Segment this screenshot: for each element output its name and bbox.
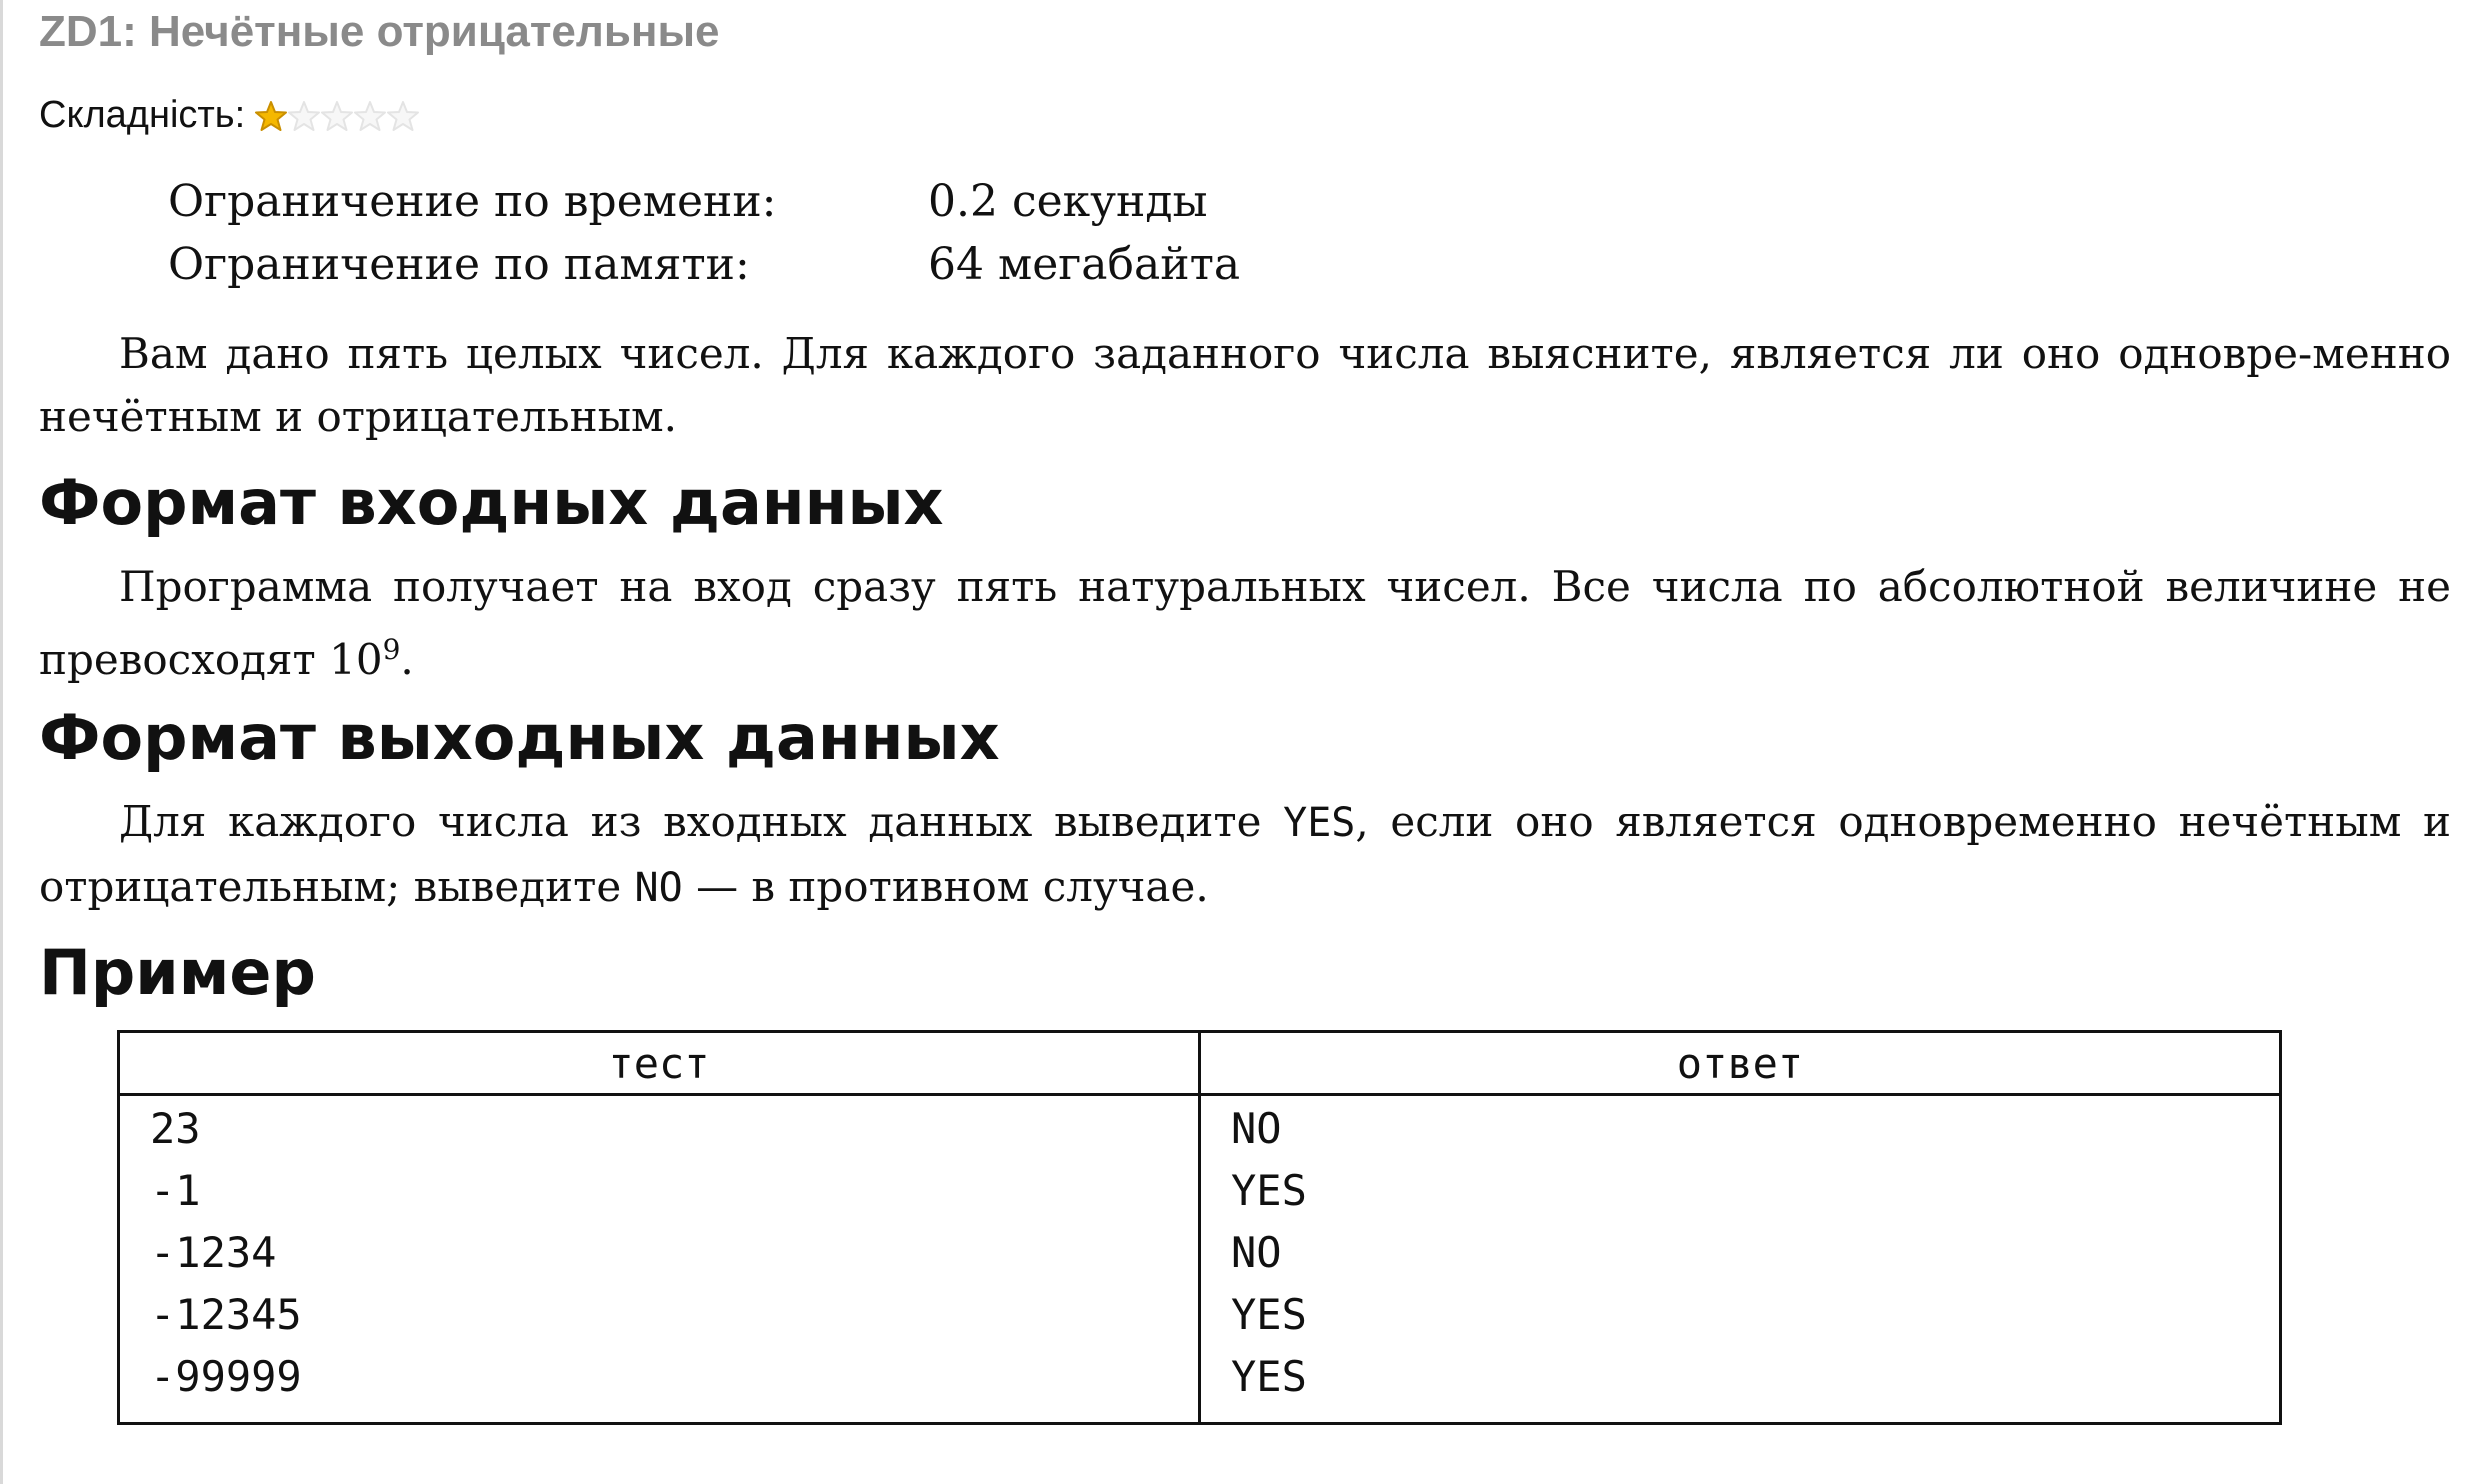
memory-limit-value: 64 мегабайта — [928, 239, 1241, 290]
limits-block — [168, 170, 1240, 296]
answer-line: YES — [1231, 1166, 1307, 1215]
output-format-heading: Формат выходных данных — [39, 701, 1000, 774]
answer-line: NO — [1231, 1228, 1282, 1277]
answer-line: YES — [1231, 1352, 1307, 1401]
output-text-part-3: — в противном случае. — [682, 862, 1209, 911]
output-text-part-1: Для каждого числа из входных данных выведите — [119, 797, 1284, 846]
star-filled-icon — [255, 99, 287, 131]
power-exponent: 9 — [382, 633, 401, 666]
output-format-text — [39, 790, 2451, 920]
star-empty-icon — [288, 99, 320, 131]
code-no: NO — [634, 865, 683, 911]
memory-limit-row — [168, 233, 1240, 296]
power-base: 10 — [329, 635, 383, 684]
column-header-answer: ответ — [1200, 1032, 2281, 1095]
input-format-text-end: . — [400, 635, 414, 684]
test-cell — [119, 1095, 1200, 1424]
code-yes: YES — [1283, 800, 1356, 846]
table-header-row — [119, 1032, 2281, 1095]
star-empty-icon — [321, 99, 353, 131]
input-format-text-main: Программа получает на вход сразу пять натуральных чисел. Все числа по абсолютной величине не превосходят — [39, 562, 2451, 684]
difficulty-rating — [39, 90, 419, 140]
example-heading: Пример — [39, 936, 316, 1009]
time-limit-label: Ограничение по времени: — [168, 176, 777, 227]
test-line: 23 — [150, 1104, 201, 1153]
output-text-part-2: , если оно является одновременно нечётным и отрицательным; выведите — [39, 797, 2451, 911]
test-line: -12345 — [150, 1290, 302, 1339]
example-table — [117, 1030, 2282, 1425]
time-limit-row — [168, 170, 1240, 233]
star-empty-icon — [354, 99, 386, 131]
problem-statement: Вам дано пять целых чисел. Для каждого заданного числа выясните, является ли оно одновре-менно нечётным и отрицательным. — [39, 329, 2451, 441]
left-border — [0, 0, 3, 1484]
answer-line: YES — [1231, 1290, 1307, 1339]
answer-cell — [1200, 1095, 2281, 1424]
answer-line: NO — [1231, 1104, 1282, 1153]
test-line: -1 — [150, 1166, 201, 1215]
table-row — [119, 1095, 2281, 1424]
input-format-text — [39, 555, 2451, 691]
input-format-heading: Формат входных данных — [39, 466, 944, 539]
column-header-test: тест — [119, 1032, 1200, 1095]
page-title: ZD1: Нечётные отрицательные — [39, 7, 720, 56]
difficulty-stars — [255, 99, 419, 131]
memory-limit-label: Ограничение по памяти: — [168, 239, 750, 290]
difficulty-label: Складність: — [39, 93, 246, 136]
test-line: -99999 — [150, 1352, 302, 1401]
star-empty-icon — [387, 99, 419, 131]
time-limit-value: 0.2 секунды — [928, 176, 1208, 227]
test-line: -1234 — [150, 1228, 277, 1277]
